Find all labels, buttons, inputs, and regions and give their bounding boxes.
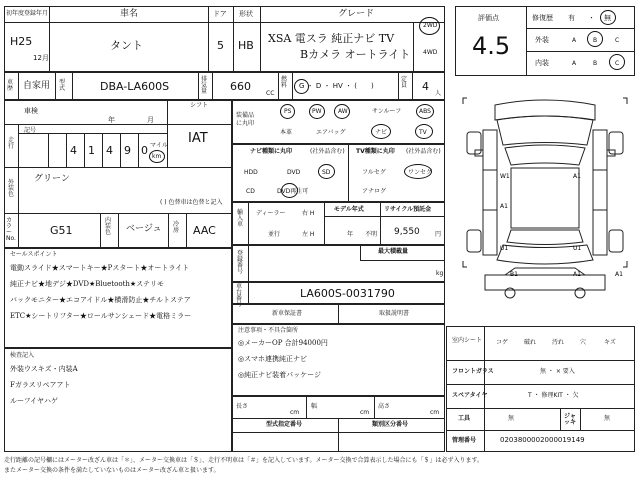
mile-label: マイル [150, 142, 168, 149]
model-label: 型式 [59, 79, 66, 92]
notes-label: 注意事項・不具合箇所 [238, 327, 299, 334]
navi-dvd-play: DVD再生可 [277, 188, 309, 195]
exterior-c: C [615, 37, 620, 44]
repair-no: 無 [604, 14, 611, 22]
recycle-amount: 9,550 [394, 227, 420, 237]
import-right: 右 H [302, 210, 315, 217]
exterior-color: グリーン [34, 174, 70, 184]
diagram-label-7: U1 [573, 245, 582, 252]
capacity-unit: 人 [435, 90, 442, 97]
glass-value: 無 ・ × 要入 [540, 368, 575, 375]
spare-label: スペアタイヤ [452, 392, 488, 399]
inspection-year: 年 [108, 116, 115, 124]
chassis-label: 車台番号 [236, 283, 243, 308]
mileage-digit-2: 1 [88, 144, 95, 157]
shape: HB [238, 39, 254, 52]
inspection-label: 車検 [24, 107, 38, 115]
shape-label: 形状 [239, 10, 253, 18]
seat-stain: 汚れ [552, 339, 565, 346]
tools-value: 無 [508, 415, 515, 422]
run-label: 走行 [8, 137, 15, 150]
navi-hdd: HDD [244, 169, 258, 176]
equip-airbag: エアバッグ [316, 129, 346, 136]
import-dealer: ディーラー [256, 210, 286, 217]
inspector-line-3: ルーフイヤハゲ [10, 397, 59, 405]
equip-ps: PS [284, 108, 292, 115]
shift: IAT [188, 131, 208, 146]
jack-value: 無 [604, 415, 611, 422]
interior-b: B [593, 60, 598, 67]
warranty-label: 新車保証書 [272, 310, 303, 317]
reg-no-label: 登録番号 [237, 250, 244, 275]
spec-row [4, 72, 445, 100]
reg-year-label: 初年度登録年月 [6, 10, 49, 17]
reg-year: H25 [10, 35, 33, 48]
ac: AAC [193, 224, 216, 237]
tv-fullseg: フルセグ [362, 169, 386, 176]
seat-tear: 破れ [524, 339, 537, 346]
tv-analog: アナログ [362, 188, 387, 195]
fuel-label: 燃料 [281, 76, 288, 89]
repair-dot: ・ [588, 14, 595, 22]
import-label: 輸入車 [237, 209, 244, 228]
glass-label: フロントガラス [452, 368, 494, 375]
sales-line-4: ETC★シートリフター★ロールサンシェード★電格ミラー [10, 312, 192, 320]
registration-box [232, 245, 445, 282]
interior-a: A [572, 60, 577, 67]
mileage-digit-4: 9 [124, 144, 131, 157]
car-name: タント [110, 39, 143, 52]
exterior-color-label: 外装色 [8, 179, 15, 198]
tv-oneseg: ワンセグ [408, 169, 433, 176]
interior-color-label: 内装色 [105, 217, 112, 236]
notes-line-1: ◎メーカーOP 合計94000円 [238, 339, 328, 347]
import-left: 左 H [302, 231, 315, 238]
interior-c: C [615, 60, 620, 67]
tools-label: 工具 [458, 415, 471, 422]
exterior-a: A [572, 37, 577, 44]
equip-tv: TV [419, 129, 427, 136]
use-label: 車歴 [7, 79, 14, 92]
inspector-line-1: 外装ウスキズ・内装A [10, 365, 78, 373]
diagram-label-6: A1 [573, 173, 581, 180]
inspector-line-2: Fガラスリペアアト [10, 381, 71, 389]
seat-burn: コゲ [496, 339, 509, 346]
max-load-kg: kg [436, 270, 444, 277]
color-no: G51 [50, 224, 73, 237]
month-unit: 月 [42, 54, 49, 62]
diagram-label-1: W1 [500, 173, 510, 180]
score-value: 4.5 [472, 32, 511, 60]
manual-label: 取扱説明書 [379, 310, 410, 317]
car-outline-icon [455, 90, 635, 320]
model: DBA-LA600S [100, 80, 170, 93]
tv-title: TV種類に丸印 [356, 148, 395, 155]
grade-label: グレード [338, 9, 375, 19]
notes-line-3: ◎純正ナビ装着パッケージ [238, 371, 321, 379]
car-diagram [455, 90, 635, 320]
height-cm: cm [430, 409, 440, 416]
mileage-digit-1: 4 [70, 144, 77, 157]
capacity-label: 定員 [401, 76, 408, 89]
shift-label: シフト [190, 102, 209, 109]
type-cert-label: 型式指定番号 [266, 421, 303, 428]
max-load-label: 最大積載量 [378, 248, 409, 255]
interior-grade-label: 内装 [535, 59, 549, 67]
diagram-label-2: A1 [500, 203, 508, 210]
use: 自家用 [23, 81, 51, 91]
sales-label: セールスポイント [10, 251, 58, 258]
displacement-label: 排気量 [201, 76, 208, 95]
recycle-yen: 円 [435, 231, 442, 238]
doors: 5 [217, 39, 224, 52]
drive-bottom: 4WD [423, 49, 438, 56]
cc-unit: CC [266, 90, 275, 97]
class-label: 類別区分番号 [372, 421, 409, 428]
footer-line-2: またメーター交換の条件を満たしていないものはメーター改ざん車と扱います。 [4, 467, 220, 474]
recycle-label: リサイクル預託金 [384, 206, 432, 213]
import-parallel: 並行 [268, 231, 281, 238]
navi-dvd: DVD [287, 169, 301, 176]
color-no-label: カラー No. [6, 217, 16, 242]
exterior-grade-label: 外装 [535, 36, 549, 44]
sales-line-2: 純正ナビ★地デジ★DVD★Bluetooth★ステリモ [10, 280, 165, 288]
length-label: 長さ [236, 403, 249, 410]
equip-leather: 本革 [280, 129, 293, 136]
grade-line1: XSA 電スラ 純正ナビ TV [268, 32, 395, 45]
exterior-b: B [593, 37, 598, 44]
mileage-digit-5: 0 [141, 144, 148, 157]
model-year-unit: 年 [347, 231, 354, 238]
model-year-unknown: 不明 [365, 231, 378, 238]
diagram-label-8: A1 [615, 271, 623, 278]
seat-label: 室内シート [452, 337, 483, 344]
equip-pw: PW [312, 108, 322, 115]
repair-label: 修復歴 [532, 14, 553, 22]
color-note: ( ) 色替車は色替と記入 [160, 199, 223, 206]
unit-label: 記号 [24, 127, 37, 134]
chassis-number: LA600S-0031790 [300, 287, 395, 300]
km-label: km [152, 153, 162, 160]
model-year-label: モデル年式 [334, 206, 364, 213]
tv-note: (社外品含む) [406, 148, 441, 155]
mgmt-label: 管理番号 [452, 437, 477, 444]
score-label: 評価点 [478, 14, 499, 22]
door-label: ドア [213, 10, 227, 18]
height-label: 高さ [378, 403, 391, 410]
footer-line-1: 走行距離の記号欄にはメーター改ざん車は「＊」、メーター交換車は「＄」、走行不明車は「＃」を記入しています。メーター交換で合算表示した場合にも「＄」は必ず入ります。 [4, 457, 484, 464]
equip-sunroof: サンルーフ [372, 108, 402, 115]
inspection-month: 月 [147, 116, 154, 124]
equip-abs: ABS [419, 108, 431, 115]
equipment-label: 装備品に丸印 [236, 112, 255, 127]
displacement: 660 [230, 80, 251, 93]
width-label: 幅 [311, 403, 318, 410]
interior-color: ベージュ [126, 224, 162, 234]
navi-note: (社外品含む) [310, 148, 345, 155]
car-name-label: 車名 [120, 9, 139, 19]
mgmt-number: 0203800002000019149 [500, 436, 585, 444]
grade-line2: Bカメラ オートライト [300, 48, 411, 61]
drive-top: 2WD [423, 22, 438, 29]
diagram-label-4: B1 [510, 271, 518, 278]
repair-yes: 有 [568, 14, 575, 22]
ac-label: 冷房 [173, 221, 180, 234]
notes-line-2: ◎スマホ連携純正ナビ [238, 355, 307, 363]
reg-month: 12 [33, 54, 42, 62]
fuel-options: G ・ D ・ HV ・ ( ) [299, 82, 374, 90]
diagram-label-3: U1 [500, 245, 509, 252]
navi-title: ナビ種類に丸印 [250, 148, 293, 155]
inspector-label: 検査記入 [10, 352, 35, 359]
mileage-digit-3: 4 [106, 144, 113, 157]
diagram-label-5: A1 [573, 271, 581, 278]
equip-navi: ナビ [375, 129, 388, 136]
navi-cd: CD [246, 188, 255, 195]
equip-aw: AW [338, 108, 348, 115]
seat-hole: 穴 [580, 339, 587, 346]
spare-value: T ・ 修理KIT ・ 欠 [528, 392, 579, 399]
length-cm: cm [290, 409, 300, 416]
navi-sd: SD [322, 169, 331, 176]
capacity: 4 [422, 80, 429, 93]
sales-line-1: 電動スライド★スマートキー★Pスタート★オートライト [10, 264, 190, 272]
jack-label: ジャッキ [564, 413, 577, 426]
sales-line-3: バックモニター★エコアイドル★横滑防止★チルトステア [10, 296, 191, 304]
width-cm: cm [360, 409, 370, 416]
seat-scratch: キズ [604, 339, 616, 346]
